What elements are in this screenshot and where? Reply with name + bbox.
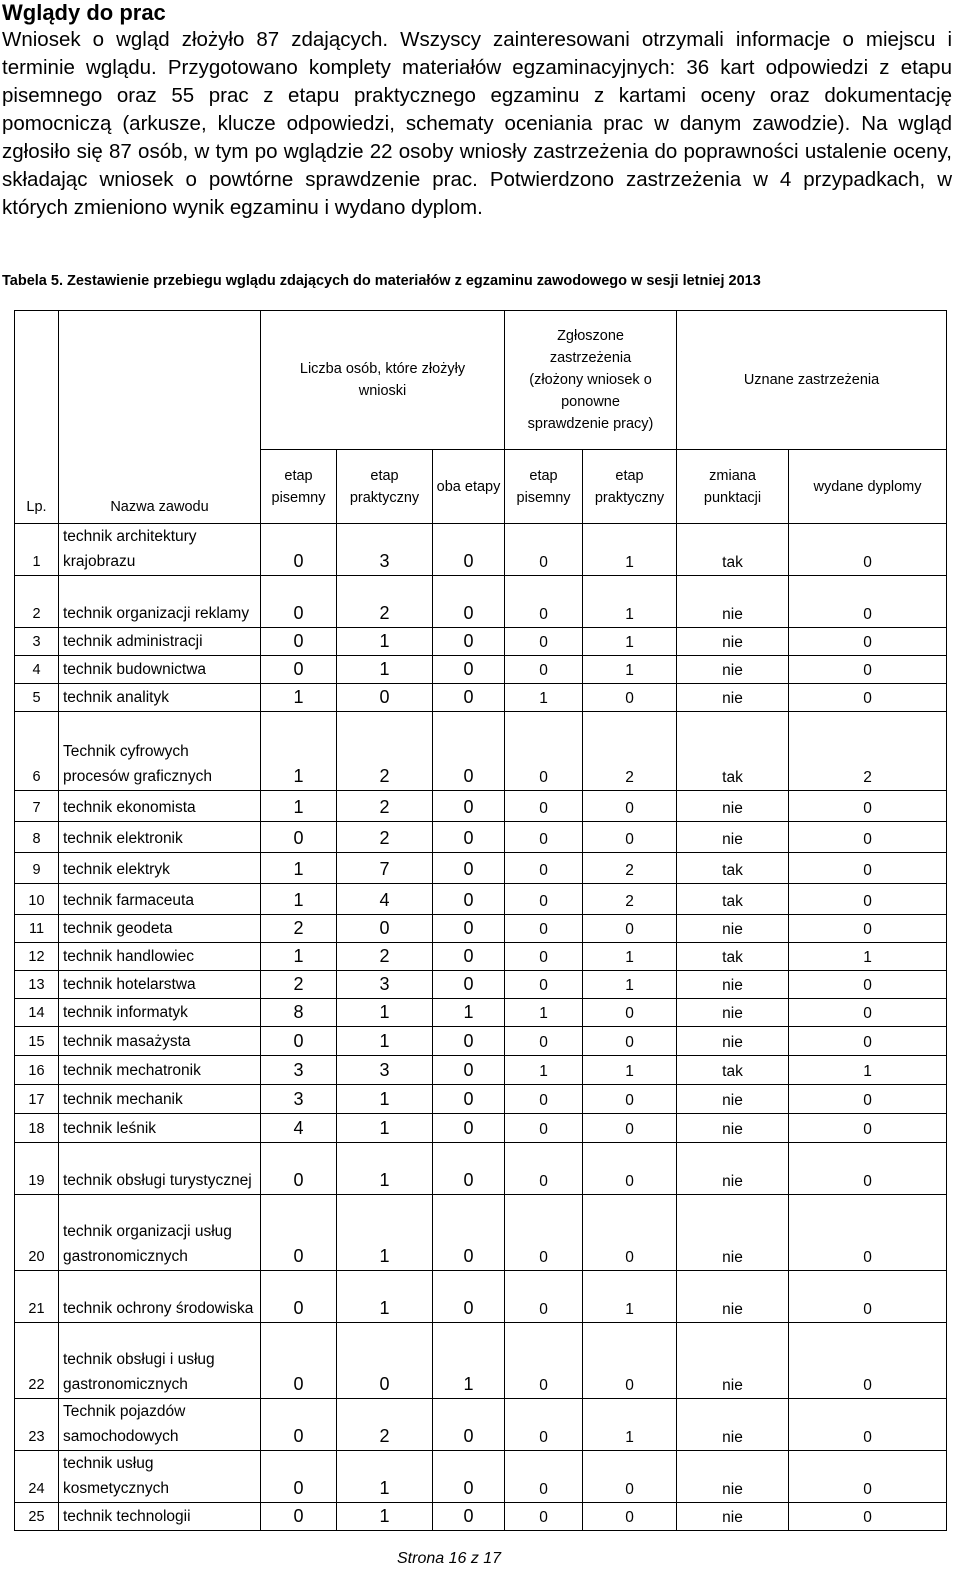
claims-written: 1 (505, 684, 583, 712)
requests-both: 0 (433, 791, 505, 822)
table-row (15, 684, 947, 712)
table-row (15, 524, 947, 576)
requests-practical: 2 (337, 791, 433, 822)
occupation-name: technik obsługi turystycznej (59, 1143, 261, 1195)
diplomas-issued: 0 (789, 1143, 947, 1195)
requests-both: 0 (433, 1399, 505, 1451)
claims-practical: 1 (583, 524, 677, 576)
table-row (15, 1195, 947, 1271)
requests-practical: 1 (337, 656, 433, 684)
requests-written: 0 (261, 576, 337, 628)
requests-practical: 1 (337, 1451, 433, 1503)
requests-both: 0 (433, 1271, 505, 1323)
table-row (15, 1323, 947, 1399)
header-requests-group: Liczba osób, które złożyły wnioski (261, 311, 505, 450)
score-change: nie (677, 1271, 789, 1323)
occupation-name: technik organizacji usług gastronomicznych (59, 1195, 261, 1271)
row-lp: 21 (15, 1271, 59, 1323)
requests-written: 2 (261, 915, 337, 943)
requests-practical: 1 (337, 999, 433, 1027)
requests-written: 0 (261, 1323, 337, 1399)
claims-written: 0 (505, 915, 583, 943)
score-change: nie (677, 628, 789, 656)
table-row (15, 915, 947, 943)
requests-written: 1 (261, 791, 337, 822)
requests-both: 1 (433, 1323, 505, 1399)
inspection-table (14, 310, 947, 1531)
claims-practical: 0 (583, 1451, 677, 1503)
score-change: tak (677, 712, 789, 791)
claims-practical: 1 (583, 576, 677, 628)
diplomas-issued: 0 (789, 1271, 947, 1323)
diplomas-issued: 1 (789, 943, 947, 971)
row-lp: 25 (15, 1503, 59, 1531)
row-lp: 7 (15, 791, 59, 822)
requests-written: 0 (261, 628, 337, 656)
diplomas-issued: 0 (789, 853, 947, 884)
occupation-name: technik technologii (59, 1503, 261, 1531)
requests-written: 1 (261, 884, 337, 915)
claims-written: 0 (505, 1143, 583, 1195)
table-row (15, 1451, 947, 1503)
requests-practical: 1 (337, 1195, 433, 1271)
score-change: tak (677, 524, 789, 576)
row-lp: 18 (15, 1114, 59, 1143)
requests-both: 0 (433, 884, 505, 915)
claims-practical: 1 (583, 628, 677, 656)
requests-written: 2 (261, 971, 337, 999)
header-both-stages: oba etapy (433, 450, 505, 524)
row-lp: 12 (15, 943, 59, 971)
requests-practical: 1 (337, 1143, 433, 1195)
diplomas-issued: 1 (789, 1056, 947, 1085)
table-row (15, 628, 947, 656)
table-row (15, 1143, 947, 1195)
diplomas-issued: 0 (789, 1085, 947, 1114)
claims-practical: 1 (583, 943, 677, 971)
claims-written: 0 (505, 1451, 583, 1503)
row-lp: 5 (15, 684, 59, 712)
header-claims-practical: etap praktyczny (583, 450, 677, 524)
claims-practical: 1 (583, 656, 677, 684)
claims-practical: 1 (583, 1399, 677, 1451)
diplomas-issued: 0 (789, 915, 947, 943)
requests-both: 0 (433, 822, 505, 853)
row-lp: 15 (15, 1027, 59, 1056)
occupation-name: technik mechanik (59, 1085, 261, 1114)
requests-practical: 0 (337, 915, 433, 943)
requests-written: 3 (261, 1056, 337, 1085)
occupation-name: technik mechatronik (59, 1056, 261, 1085)
requests-both: 0 (433, 684, 505, 712)
claims-practical: 0 (583, 791, 677, 822)
table-header-row-1 (15, 311, 947, 450)
score-change: nie (677, 971, 789, 999)
claims-written: 0 (505, 884, 583, 915)
header-practical-stage: etap praktyczny (337, 450, 433, 524)
occupation-name: technik ochrony środowiska (59, 1271, 261, 1323)
table-row (15, 791, 947, 822)
requests-practical: 3 (337, 1056, 433, 1085)
requests-both: 0 (433, 712, 505, 791)
requests-practical: 2 (337, 576, 433, 628)
occupation-name: technik administracji (59, 628, 261, 656)
requests-both: 0 (433, 1085, 505, 1114)
claims-practical: 1 (583, 971, 677, 999)
row-lp: 24 (15, 1451, 59, 1503)
requests-written: 0 (261, 1195, 337, 1271)
table-row (15, 656, 947, 684)
requests-written: 1 (261, 684, 337, 712)
diplomas-issued: 0 (789, 822, 947, 853)
score-change: nie (677, 1143, 789, 1195)
diplomas-issued: 0 (789, 1323, 947, 1399)
claims-practical: 0 (583, 1114, 677, 1143)
row-lp: 19 (15, 1143, 59, 1195)
claims-written: 0 (505, 822, 583, 853)
occupation-name: technik masażysta (59, 1027, 261, 1056)
table-row (15, 943, 947, 971)
requests-both: 0 (433, 971, 505, 999)
score-change: nie (677, 822, 789, 853)
requests-practical: 1 (337, 628, 433, 656)
score-change: nie (677, 1451, 789, 1503)
requests-both: 0 (433, 915, 505, 943)
claims-written: 0 (505, 853, 583, 884)
table-row (15, 1271, 947, 1323)
diplomas-issued: 0 (789, 999, 947, 1027)
requests-both: 0 (433, 1056, 505, 1085)
score-change: nie (677, 576, 789, 628)
claims-written: 0 (505, 656, 583, 684)
requests-practical: 4 (337, 884, 433, 915)
claims-written: 0 (505, 524, 583, 576)
claims-practical: 0 (583, 1195, 677, 1271)
claims-practical: 0 (583, 1503, 677, 1531)
requests-written: 8 (261, 999, 337, 1027)
claims-practical: 0 (583, 1085, 677, 1114)
requests-practical: 3 (337, 971, 433, 999)
table-row (15, 1114, 947, 1143)
claims-written: 0 (505, 576, 583, 628)
score-change: nie (677, 791, 789, 822)
diplomas-issued: 0 (789, 1114, 947, 1143)
header-written-stage: etap pisemny (261, 450, 337, 524)
diplomas-issued: 0 (789, 1399, 947, 1451)
table-row (15, 822, 947, 853)
score-change: nie (677, 1085, 789, 1114)
header-claims-written: etap pisemny (505, 450, 583, 524)
header-score-change: zmiana punktacji (677, 450, 789, 524)
requests-both: 0 (433, 1027, 505, 1056)
score-change: nie (677, 1195, 789, 1271)
body-paragraph: Wniosek o wgląd złożyło 87 zdających. Wszyscy zainteresowani otrzymali informacje o miejscu i terminie wglądu. Przygotowano komplety materiałów egzaminacyjnych: 36 kart odpowiedzi z etapu pisemnego oraz 55 prac z etapu praktycznego egzaminu z kartami oceny oraz dokumentację pomocniczą (arkusze, klucze odpowiedzi, schematy oceniania prac w danym zawodzie). Na wgląd zgłosiło się 87 osób, w tym po wglądzie 22 osoby wniosły zastrzeżenia do poprawności ustalenie oceny, składając wniosek o powtórne sprawdzenie prac. Potwierdzono zastrzeżenia w 4 przypadkach, w których zmieniono wynik egzaminu i wydano dyplom. (2, 28, 952, 219)
score-change: nie (677, 1503, 789, 1531)
claims-written: 0 (505, 712, 583, 791)
claims-written: 0 (505, 943, 583, 971)
table-body (15, 524, 947, 1531)
requests-both: 0 (433, 576, 505, 628)
requests-written: 3 (261, 1085, 337, 1114)
row-lp: 14 (15, 999, 59, 1027)
requests-both: 0 (433, 656, 505, 684)
table-row (15, 1056, 947, 1085)
requests-written: 4 (261, 1114, 337, 1143)
requests-practical: 1 (337, 1085, 433, 1114)
requests-written: 1 (261, 943, 337, 971)
claims-practical: 0 (583, 999, 677, 1027)
table-row (15, 971, 947, 999)
claims-written: 0 (505, 628, 583, 656)
requests-written: 0 (261, 524, 337, 576)
claims-written: 0 (505, 1323, 583, 1399)
occupation-name: technik farmaceuta (59, 884, 261, 915)
requests-written: 0 (261, 1451, 337, 1503)
row-lp: 8 (15, 822, 59, 853)
score-change: nie (677, 1114, 789, 1143)
diplomas-issued: 2 (789, 712, 947, 791)
requests-both: 0 (433, 1114, 505, 1143)
diplomas-issued: 0 (789, 576, 947, 628)
row-lp: 13 (15, 971, 59, 999)
diplomas-issued: 0 (789, 971, 947, 999)
requests-both: 0 (433, 853, 505, 884)
table-caption: Tabela 5. Zestawienie przebiegu wglądu zdających do materiałów z egzaminu zawodowego w sesji letniej 2013 (2, 273, 761, 289)
occupation-name: technik elektryk (59, 853, 261, 884)
claims-practical: 0 (583, 1143, 677, 1195)
requests-practical: 7 (337, 853, 433, 884)
occupation-name: technik budownictwa (59, 656, 261, 684)
row-lp: 2 (15, 576, 59, 628)
row-lp: 6 (15, 712, 59, 791)
requests-both: 0 (433, 1143, 505, 1195)
row-lp: 1 (15, 524, 59, 576)
occupation-name: technik leśnik (59, 1114, 261, 1143)
claims-practical: 0 (583, 822, 677, 853)
claims-written: 0 (505, 1503, 583, 1531)
claims-practical: 1 (583, 1056, 677, 1085)
score-change: nie (677, 684, 789, 712)
claims-written: 0 (505, 1195, 583, 1271)
claims-written: 0 (505, 1114, 583, 1143)
header-diplomas: wydane dyplomy (789, 450, 947, 524)
requests-written: 0 (261, 1143, 337, 1195)
requests-written: 1 (261, 853, 337, 884)
header-accepted-group: Uznane zastrzeżenia (677, 311, 947, 450)
requests-written: 0 (261, 1027, 337, 1056)
diplomas-issued: 0 (789, 1195, 947, 1271)
requests-practical: 1 (337, 1027, 433, 1056)
requests-practical: 2 (337, 1399, 433, 1451)
table-row (15, 576, 947, 628)
occupation-name: technik hotelarstwa (59, 971, 261, 999)
occupation-name: Technik pojazdów samochodowych (59, 1399, 261, 1451)
row-lp: 22 (15, 1323, 59, 1399)
requests-practical: 0 (337, 684, 433, 712)
requests-both: 0 (433, 1451, 505, 1503)
requests-written: 0 (261, 822, 337, 853)
requests-written: 0 (261, 1503, 337, 1531)
score-change: tak (677, 943, 789, 971)
claims-written: 0 (505, 1027, 583, 1056)
diplomas-issued: 0 (789, 524, 947, 576)
claims-practical: 0 (583, 1027, 677, 1056)
page-footer: Strona 16 z 17 (397, 1550, 502, 1567)
row-lp: 3 (15, 628, 59, 656)
occupation-name: technik informatyk (59, 999, 261, 1027)
score-change: tak (677, 1056, 789, 1085)
requests-practical: 2 (337, 712, 433, 791)
requests-practical: 3 (337, 524, 433, 576)
requests-practical: 1 (337, 1114, 433, 1143)
score-change: nie (677, 915, 789, 943)
claims-written: 0 (505, 791, 583, 822)
score-change: tak (677, 884, 789, 915)
table-row (15, 999, 947, 1027)
requests-both: 0 (433, 943, 505, 971)
table-row (15, 712, 947, 791)
requests-practical: 0 (337, 1323, 433, 1399)
claims-written: 0 (505, 1085, 583, 1114)
occupation-name: technik architektury krajobrazu (59, 524, 261, 576)
requests-written: 0 (261, 1399, 337, 1451)
requests-both: 0 (433, 524, 505, 576)
claims-practical: 2 (583, 712, 677, 791)
diplomas-issued: 0 (789, 1451, 947, 1503)
claims-practical: 0 (583, 684, 677, 712)
score-change: nie (677, 999, 789, 1027)
row-lp: 16 (15, 1056, 59, 1085)
row-lp: 20 (15, 1195, 59, 1271)
occupation-name: technik organizacji reklamy (59, 576, 261, 628)
claims-practical: 2 (583, 853, 677, 884)
requests-both: 1 (433, 999, 505, 1027)
requests-both: 0 (433, 1503, 505, 1531)
row-lp: 17 (15, 1085, 59, 1114)
requests-written: 1 (261, 712, 337, 791)
occupation-name: Technik cyfrowych procesów graficznych (59, 712, 261, 791)
claims-practical: 2 (583, 884, 677, 915)
header-occupation-name: Nazwa zawodu (59, 311, 261, 524)
diplomas-issued: 0 (789, 656, 947, 684)
row-lp: 9 (15, 853, 59, 884)
score-change: nie (677, 1027, 789, 1056)
requests-written: 0 (261, 656, 337, 684)
requests-both: 0 (433, 628, 505, 656)
claims-written: 1 (505, 1056, 583, 1085)
row-lp: 23 (15, 1399, 59, 1451)
occupation-name: technik analityk (59, 684, 261, 712)
score-change: tak (677, 853, 789, 884)
row-lp: 10 (15, 884, 59, 915)
header-lp: Lp. (15, 311, 59, 524)
diplomas-issued: 0 (789, 1027, 947, 1056)
occupation-name: technik ekonomista (59, 791, 261, 822)
row-lp: 4 (15, 656, 59, 684)
requests-practical: 1 (337, 1271, 433, 1323)
score-change: nie (677, 1399, 789, 1451)
row-lp: 11 (15, 915, 59, 943)
occupation-name: technik geodeta (59, 915, 261, 943)
table-row (15, 1027, 947, 1056)
requests-practical: 2 (337, 822, 433, 853)
table-row (15, 1085, 947, 1114)
diplomas-issued: 0 (789, 1503, 947, 1531)
occupation-name: technik handlowiec (59, 943, 261, 971)
claims-practical: 0 (583, 915, 677, 943)
diplomas-issued: 0 (789, 628, 947, 656)
diplomas-issued: 0 (789, 684, 947, 712)
claims-practical: 0 (583, 1323, 677, 1399)
claims-written: 0 (505, 1399, 583, 1451)
score-change: nie (677, 1323, 789, 1399)
requests-both: 0 (433, 1195, 505, 1271)
requests-practical: 2 (337, 943, 433, 971)
table-row (15, 884, 947, 915)
occupation-name: technik elektronik (59, 822, 261, 853)
diplomas-issued: 0 (789, 791, 947, 822)
claims-written: 1 (505, 999, 583, 1027)
section-heading: Wglądy do prac (2, 0, 166, 25)
diplomas-issued: 0 (789, 884, 947, 915)
claims-written: 0 (505, 971, 583, 999)
table-row (15, 1503, 947, 1531)
score-change: nie (677, 656, 789, 684)
header-claims-group: Zgłoszone zastrzeżenia (złożony wniosek o ponowne sprawdzenie pracy) (505, 311, 677, 450)
table-row (15, 1399, 947, 1451)
occupation-name: technik obsługi i usług gastronomicznych (59, 1323, 261, 1399)
claims-practical: 1 (583, 1271, 677, 1323)
claims-written: 0 (505, 1271, 583, 1323)
requests-written: 0 (261, 1271, 337, 1323)
table-row (15, 853, 947, 884)
requests-practical: 1 (337, 1503, 433, 1531)
occupation-name: technik usług kosmetycznych (59, 1451, 261, 1503)
